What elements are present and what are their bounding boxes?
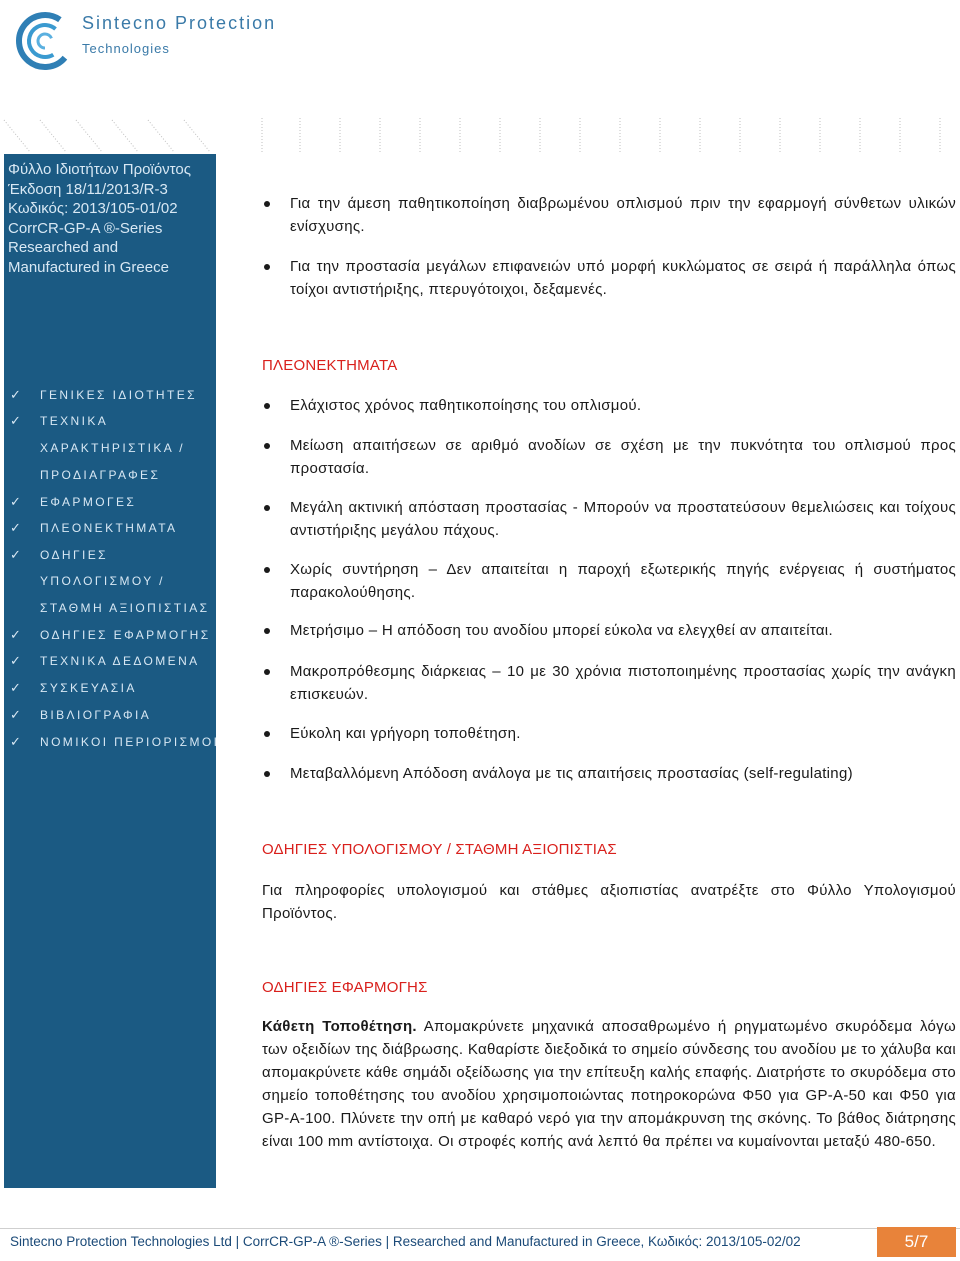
header-decoration bbox=[0, 118, 960, 152]
doc-info-manufactured: Manufactured in Greece bbox=[8, 258, 169, 276]
check-icon: ✓ bbox=[10, 413, 21, 428]
nav-item-label: ΝΟΜΙΚΟΙ ΠΕΡΙΟΡΙΣΜΟΙ bbox=[40, 735, 220, 749]
list-item-text: Για την προστασία μεγάλων επιφανειών υπό μορφή κυκλώματος σε σειρά ή παράλληλα όπως τοίχοι αντιστήριξης, πτερυγότοιχοι, δεξαμενές. bbox=[290, 258, 956, 298]
check-icon: ✓ bbox=[10, 707, 21, 722]
list-item-text: Μεγάλη ακτινική απόσταση προστασίας - Μπορούν να προστατεύσουν θεμελιώσεις και τοίχους αντιστήριξης μεγάλου πάχους. bbox=[290, 499, 956, 539]
list-item-text: Εύκολη και γρήγορη τοποθέτηση. bbox=[290, 725, 521, 742]
bullet-icon bbox=[264, 731, 270, 737]
nav-item-label: ΤΕΧΝΙΚΑ bbox=[40, 414, 109, 428]
nav-item-label: ΣΥΣΚΕΥΑΣΙΑ bbox=[40, 681, 137, 695]
check-icon: ✓ bbox=[10, 653, 21, 668]
application-body: Απομακρύνετε μηχανικά αποσαθρωμένο ή ρηγματωμένο σκυρόδεμα λόγω των οξειδίων της διάβρωσης. Καθαρίστε διεξοδικά το σημείο σύνδεσης του ανοδίου με το χάλυβα και απομακρύνετε κάθε σημάδι οξείδωσης για την επίτευξη καλής επαφής. Διατρήστε το σκυρόδεμα στο σημείο τοποθέτησης του ανοδίου χρησιμοποιώντας ποτηροκορώνα Φ50 για GP-A-50 και Φ50 για GP-A-100. Πλύνετε την οπή με καθαρό νερό για την απομάκρυνση της σκόνης. Το βάθος διάτρησης είναι 100 mm αντίστοιχα. Οι στροφές κοπής ανά λεπτό θα πρέπει να κυμαίνονται μεταξύ 480-650. bbox=[262, 1018, 956, 1150]
application-subtitle: Κάθετη Τοποθέτηση. bbox=[262, 1018, 417, 1035]
sidebar bbox=[4, 154, 220, 1188]
check-icon: ✓ bbox=[10, 627, 21, 642]
bullet-icon bbox=[264, 628, 270, 634]
nav-item-label: ΒΙΒΛΙΟΓΡΑΦΙΑ bbox=[40, 708, 152, 722]
bullet-icon bbox=[264, 771, 270, 777]
doc-info-version: Έκδοση 18/11/2013/R-3 bbox=[8, 180, 168, 198]
doc-info-researched: Researched and bbox=[8, 239, 119, 257]
nav-item-label: ΠΛΕΟΝΕΚΤΗΜΑΤΑ bbox=[40, 521, 178, 535]
brand-name: Sintecno Protection bbox=[82, 13, 277, 33]
footer-text: Sintecno Protection Technologies Ltd | CorrCR-GP-A ®-Series | Researched and Manufactured in Greece, Κωδικός: 2013/105-02/02 bbox=[10, 1234, 801, 1249]
check-icon: ✓ bbox=[10, 387, 21, 402]
check-icon: ✓ bbox=[10, 680, 21, 695]
footer-divider bbox=[0, 1228, 960, 1229]
doc-info-code: Κωδικός: 2013/105-01/02 bbox=[8, 200, 178, 218]
bullet-icon bbox=[264, 505, 270, 511]
doc-info-title: Φύλλο Ιδιοτήτων Προϊόντος bbox=[8, 161, 191, 178]
list-item-text: Χωρίς συντήρηση – Δεν απαιτείται η παροχή εξωτερικής πηγής ενέργειας ή συστήματος παρακολούθησης. bbox=[290, 561, 956, 601]
nav-item-label: ΤΕΧΝΙΚΑ ΔΕΔΟΜΕΝΑ bbox=[40, 654, 200, 668]
calculation-heading: ΟΔΗΓΙΕΣ ΥΠΟΛΟΓΙΣΜΟΥ / ΣΤΑΘΜΗ ΑΞΙΟΠΙΣΤΙΑΣ bbox=[262, 841, 617, 858]
bullet-icon bbox=[264, 567, 270, 573]
check-icon: ✓ bbox=[10, 547, 21, 562]
list-item-text: Για την άμεση παθητικοποίηση διαβρωμένου οπλισμού πριν την εφαρμογή σύνθετων υλικών ενίσχυσης. bbox=[290, 195, 956, 235]
check-icon: ✓ bbox=[10, 520, 21, 535]
company-logo-icon bbox=[14, 10, 76, 72]
list-item-text: Μετρήσιμο – Η απόδοση του ανοδίου μπορεί εύκολα να ελεγχθεί αν απαιτείται. bbox=[290, 622, 833, 639]
nav-item-label: ΣΤΑΘΜΗ ΑΞΙΟΠΙΣΤΙΑΣ bbox=[40, 601, 210, 615]
nav-item-label: ΕΦΑΡΜΟΓΕΣ bbox=[40, 495, 137, 509]
nav-item-label: ΠΡΟΔΙΑΓΡΑΦΕΣ bbox=[40, 468, 161, 482]
nav-item-label: ΓΕΝΙΚΕΣ ΙΔΙΟΤΗΤΕΣ bbox=[40, 388, 197, 402]
page-number: 5/7 bbox=[877, 1227, 956, 1257]
list-item-text: Μείωση απαιτήσεων σε αριθμό ανοδίων σε σχέση με την πυκνότητα του οπλισμού προς προστασία. bbox=[290, 437, 956, 477]
bullet-icon bbox=[264, 201, 270, 207]
check-icon: ✓ bbox=[10, 494, 21, 509]
application-heading: ΟΔΗΓΙΕΣ ΕΦΑΡΜΟΓΗΣ bbox=[262, 979, 428, 996]
nav-item-label: ΟΔΗΓΙΕΣ ΕΦΑΡΜΟΓΗΣ bbox=[40, 628, 211, 642]
bullet-icon bbox=[264, 669, 270, 675]
doc-info-series: CorrCR-GP-A ®-Series bbox=[8, 219, 163, 237]
application-text bbox=[262, 1015, 956, 1153]
brand-subtitle: Technologies bbox=[82, 41, 170, 56]
calculation-text: Για πληροφορίες υπολογισμού και στάθμες αξιοπιστίας ανατρέξτε στο Φύλλο Υπολογισμού Προϊόντος. bbox=[262, 882, 956, 922]
advantages-heading: ΠΛΕΟΝΕΚΤΗΜΑΤΑ bbox=[262, 357, 398, 374]
bullet-icon bbox=[264, 403, 270, 409]
list-item-text: Μεταβαλλόμενη Απόδοση ανάλογα με τις απαιτήσεις προστασίας (self-regulating) bbox=[290, 765, 853, 782]
check-icon: ✓ bbox=[10, 734, 21, 749]
nav-item-label: ΟΔΗΓΙΕΣ bbox=[40, 548, 108, 562]
list-item-text: Ελάχιστος χρόνος παθητικοποίησης του οπλισμού. bbox=[290, 397, 642, 414]
nav-item-label: ΧΑΡΑΚΤΗΡΙΣΤΙΚΑ / bbox=[40, 441, 185, 455]
nav-item-label: ΥΠΟΛΟΓΙΣΜΟΥ / bbox=[40, 574, 165, 588]
bullet-icon bbox=[264, 264, 270, 270]
bullet-icon bbox=[264, 443, 270, 449]
document-info bbox=[8, 160, 191, 278]
list-item-text: Μακροπρόθεσμης διάρκειας – 10 με 30 χρόνια πιστοποιημένης προστασίας χωρίς την ανάγκη επισκευών. bbox=[290, 663, 956, 703]
